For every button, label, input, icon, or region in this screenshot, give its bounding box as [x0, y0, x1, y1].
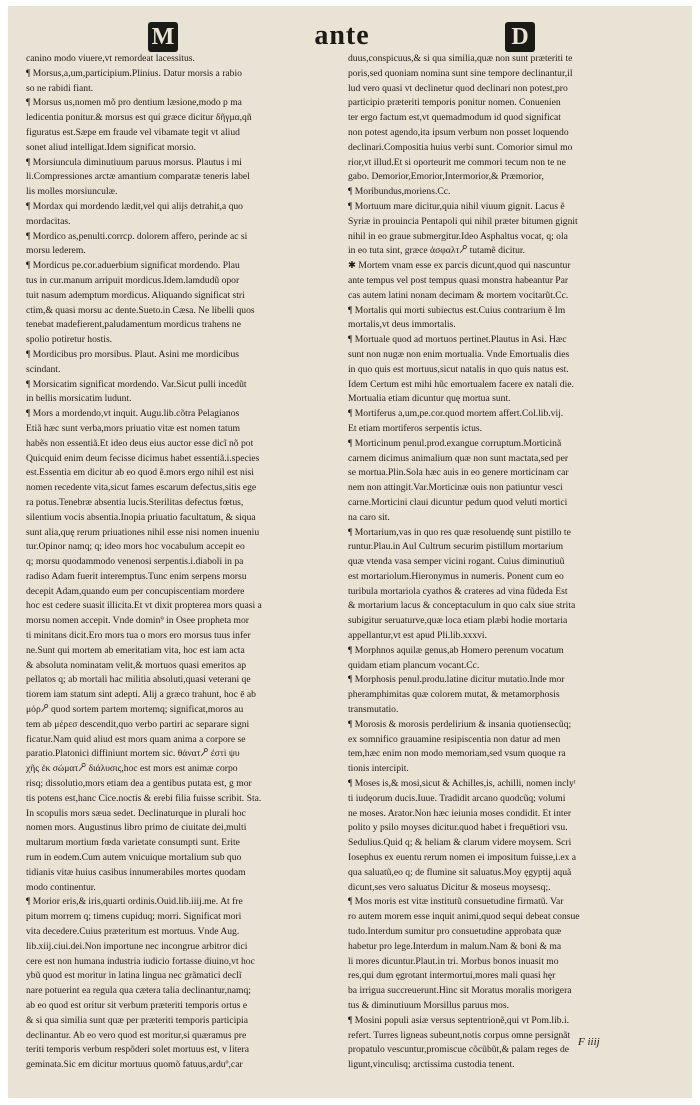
- text-line: se mortua.Plin.Sola hæc auis in eo genere morticinam car: [348, 467, 569, 479]
- text-line: sonet aliud intelligat.Idem significat morsio.: [26, 141, 196, 153]
- text-line: & mortarium lacus & conceptaculum in quo calx siue strita: [348, 600, 576, 612]
- text-line: tur.Opinor namq; q; ideo mors hoc vocabulum accepit eo: [26, 541, 245, 553]
- text-line: nare potuerint ea regula qua cætera talia declinantur,namq;: [26, 985, 251, 997]
- text-line: ¶ Morsus,a,um,participium.Plinius. Datur morsis a rabio: [26, 67, 242, 79]
- text-line: ¶ Mortiferus a,um,pe.cor.quod mortem affert.Col.lib.vij.: [348, 408, 564, 420]
- text-line: ¶ Moribundus,moriens.Cc.: [348, 186, 451, 198]
- text-line: polito y psilo moyses dicitur.quod habet i frequētiori vsu.: [348, 822, 568, 834]
- text-line: Sedulius.Quid q; & heliam & clarum videre moysem. Scri: [348, 837, 572, 849]
- text-line: habẽs non essentiã.Et ideo deus eius auctor esse dicĩ nõ pot: [26, 437, 254, 449]
- text-line: ex somnifico grauamine resipiscentia non datur ad men: [348, 733, 561, 745]
- text-line: ¶ Morior eris,& iris,quarti ordinis.Ouid.lib.iiij.me. At fre: [26, 896, 243, 908]
- text-line: Etiã hæc sunt verba,mors priuatio vitæ est nomen tatum: [26, 422, 240, 434]
- text-line: nomen recedente vita,sicut fames escarum defectus,sitis ege: [26, 482, 257, 494]
- text-line: carnem dicimus animalium quæ non sunt mactata,sed per: [348, 452, 569, 464]
- text-line: duus,conspicuus,& si qua similia,quæ non sunt præteriti te: [348, 53, 573, 64]
- text-line: ne moses. Arator.Non hæc ieiunia moses condidit. Et inter: [348, 807, 572, 819]
- text-line: turibula mortariola cyathos & crateres ad vina fũdeda Est: [348, 585, 568, 597]
- book-page: [8, 6, 692, 1098]
- text-line: ¶ Mordicus pe.cor.aduerbium significat mordendo. Plau: [26, 260, 240, 272]
- text-line: non potest agendo,ita ipsum verbum non posset loquendo: [348, 126, 569, 138]
- text-line: ¶ Mordicibus pro morsibus. Plaut. Asini me mordicibus: [26, 348, 240, 360]
- text-line: carne.Morticini claui dicuntur pedum quod veluti mortici: [348, 496, 568, 508]
- text-line: & absoluta nominatam velit,& mortuos quasi emeritos ap: [26, 659, 247, 671]
- text-line: Mortualia etiam dicuntur quę mortua sunt.: [348, 393, 511, 405]
- text-line: ¶ Mortuum mare dicitur,quia nihil viuum gignit. Lacus ẽ: [348, 200, 565, 212]
- text-line: ¶ Morphosis penul.produ.latine dicitur mutatio.Inde mor: [348, 674, 565, 686]
- text-line: ledicentia ponitur.& morsus est qui græce dicitur δῆγμα,qñ: [26, 112, 252, 124]
- text-line: tionis intercipit.: [348, 763, 409, 775]
- text-line: ¶ Mos moris est vitæ institutũ consuetudine firmatũ. Var: [348, 896, 564, 908]
- text-line: ficatur.Nam quid aliud est mors quam anima a corpore se: [26, 733, 246, 745]
- text-line: mordacitas.: [26, 215, 71, 227]
- text-line: ¶ Mordax qui mordendo lædit,vel qui alijs detrahit,a quo: [26, 200, 243, 212]
- head-word: ante: [314, 20, 370, 51]
- text-line: runtur.Plau.in Aul Cultrum securim pistillum mortarium: [348, 541, 564, 553]
- text-line: Syriæ in prouincia Pentapoli qui nihil præter bitumen gignit: [348, 215, 578, 227]
- text-line: nomen mors. Augustinus libro primo de ciuitate dei,multi: [26, 822, 247, 834]
- text-line: res,qui dum ęgrotant intermortui,mores mali quasi hęr: [348, 970, 556, 982]
- text-line: tidianis vitæ huius casibus innumerabiles mortes quodam: [26, 866, 246, 878]
- text-line: li mores dicuntur.Plaut.in tri. Morbus bonos inuasit mo: [348, 955, 559, 967]
- text-line: gabo. Demorior,Emorior,Intermorior,& Præmorior,: [348, 171, 544, 183]
- text-line: Quicquid enim deum fecisse dicimus habet essentiã.i.species: [26, 452, 260, 464]
- text-line: ¶ Morsicatim significat mordendo. Var.Sicut pulli incedũt: [26, 378, 247, 390]
- text-line: morsu nomen accepit. Vnde domin⁹ in Osee propheta mor: [26, 615, 249, 627]
- text-line: rior,vt illud.Et si oporteurit me commori tecum non te ne: [348, 156, 566, 168]
- text-line: ¶ Morticinum penul.prod.exangue corruptum.Morticinã: [348, 437, 562, 449]
- text-line: cas autem latini nonam decimam & mortem vocitarũt.Cc.: [348, 289, 569, 301]
- text-line: sunt alia,quę rerum priuationes nihil esse nisi nomen inueniu: [26, 526, 260, 538]
- text-line: propatulo vescuntur,promiscue cõcũbũt,& palam reges de: [348, 1044, 570, 1056]
- text-line: ¶ Mortarium,vas in quo res quæ resoluendę sunt pistillo te: [348, 526, 571, 538]
- text-line: ro autem morem esse inquit animi,quod sequi debeat consue: [348, 911, 580, 923]
- text-line: lis molles morsiunculæ.: [26, 186, 118, 198]
- text-line: canino modo viuere,vt remordeat lacessitus.: [26, 53, 195, 64]
- text-line: appellantur,vt est apud Pli.lib.xxxvi.: [348, 630, 487, 642]
- text-line: pitum morrem q; timens cupiduq; morri. Significat mori: [26, 911, 242, 923]
- text-line: participio præteriti temporis ponitur nomen. Conuenien: [348, 97, 561, 109]
- text-line: modo continentur.: [26, 881, 96, 893]
- initial-letter-left: M: [148, 22, 178, 52]
- text-line: tenebat madefierent,paludamentum mordicus trahens ne: [26, 319, 241, 331]
- text-line: spolio potiretur hostis.: [26, 334, 113, 346]
- text-line: refert. Turres ligneas subeunt,notis corpus omne persignãt: [348, 1029, 571, 1041]
- text-line: tem,hæc enim non modo memoriam,sed vsum quoque ra: [348, 748, 566, 760]
- text-line: tuit nasum ademptum mordicus. Aliquando significat stri: [26, 289, 245, 301]
- text-line: q; morsu quodammodo venenosi serpentis.i.diaboli in pa: [26, 556, 244, 568]
- text-line: tus & diminutiuum Morsillus paruus mos.: [348, 1000, 509, 1011]
- text-line: multarum mortium fœda varietate consumpti sunt. Erite: [26, 837, 240, 849]
- left-column: [26, 52, 322, 1073]
- text-line: mortalis,vt deus immortalis.: [348, 319, 456, 331]
- text-line: Et etiam mortiferos serpentis ictus.: [348, 422, 483, 434]
- text-line: in eo tuta sint, græce ἀσφαλτ🝯 tutamẽ dicitur.: [348, 245, 525, 257]
- text-line: so ne rabidi fiant.: [26, 82, 94, 94]
- text-line: in bellis morsicatim ludunt.: [26, 393, 132, 405]
- text-line: decepit Adam,quando eum per concupiscentiam mordere: [26, 585, 245, 597]
- text-line: χῆς ἐκ σώματ🝯 διάλυσις,hoc est mors est animæ corpo: [26, 763, 238, 775]
- text-line: quidam etiam plancum vocant.Cc.: [348, 659, 480, 671]
- text-line: ¶ Mordico as,penulti.corrcp. dolorem affero, perinde ac si: [26, 230, 248, 242]
- text-line: tem ab μέρεσ descendit,quo verbo partiri ac separare signi: [26, 718, 250, 730]
- text-line: μόρ🝯 quod sortem partem mortemq; significat,moros au: [26, 704, 244, 716]
- text-line: ✱ Mortem vnam esse ex parcis dicunt,quod qui nascuntur: [348, 260, 571, 272]
- text-line: rum in eodem.Cum autem vnicuique mortalium sub quo: [26, 852, 242, 864]
- text-line: ligunt,vinculisq; arctissima custodia tenent.: [348, 1059, 515, 1071]
- text-line: tiorem iam statum sint adepti. Alij a græco trahunt, hoc ē ab: [26, 689, 256, 701]
- text-line: vita decedere.Cuius præteritum est mortuus. Vnde Aug.: [26, 926, 240, 938]
- text-line: & si qua similia sunt quæ per præteriti temporis participia: [26, 1014, 248, 1026]
- text-line: ter ergo factum est,vt quemadmodum id quod significat: [348, 112, 561, 124]
- text-line: geminata.Sic em dicitur mortuus quomõ fatuus,arduº,car: [26, 1059, 243, 1071]
- text-line: pheramphimitas quæ colorem mutat, & metamorphosis: [348, 689, 560, 701]
- text-line: ctim,& quasi morsu ac dente.Sueto.in Cæsa. Ne libelli quos: [26, 304, 255, 316]
- text-line: habetur pro lege.Interdum in malum.Nam & boni & ma: [348, 940, 562, 952]
- text-line: sunt non nugæ non enim mortualia. Vnde Emortualis dies: [348, 348, 570, 360]
- text-line: tis potens est,hanc Cice.noctis & erebi filia fuisse scribit. Sta.: [26, 792, 262, 804]
- text-line: ¶ Mors a mordendo,vt inquit. Augu.lib.cõtra Pelagianos: [26, 408, 240, 420]
- text-line: ti minitans dicit.Ero mors tua o mors ero morsus tuus infer: [26, 630, 251, 642]
- text-line: quæ vtenda vasa semper vicini rogant. Cuius diminutiuũ: [348, 556, 565, 568]
- text-line: Idem Certum est mihi hũc emortualem facere ex natali die.: [348, 378, 574, 390]
- text-line: ne.Sunt qui mortem ab emeritatiam vita, hoc est iam acta: [26, 644, 245, 656]
- text-line: nem non attingit.Var.Morticinæ ouis non patiuntur vesci: [348, 482, 563, 494]
- text-line: qua saluatũ,eo q; de flumine sit saluatus.Moy ęgyptij aquã: [348, 866, 572, 878]
- text-line: nihil in eo graue submergitur.Ideo Asphaltus vocat, q; ola: [348, 230, 568, 242]
- text-line: lib.xiij.ciui.dei.Non importune nec incongrue arbitror dici: [26, 940, 248, 952]
- text-line: ¶ Mosini populi asiæ versus septentrionẽ,qui vt Pom.lib.i.: [348, 1014, 570, 1026]
- signature-mark: F iiij: [578, 1036, 600, 1048]
- text-line: radiso Adam fuerit interemptus.Tunc enim serpens morsu: [26, 570, 247, 582]
- text-line: paratio.Platonici diffiniunt mortem sic. θάνατ🝯 ἐστὶ ψυ: [26, 748, 240, 760]
- text-line: est mortariolum.Hieronymus in numeris. Ponent cum eo: [348, 570, 564, 582]
- text-line: ante tempus vel post tempus quasi monstra habeantur Par: [348, 274, 569, 286]
- text-line: teriti temporis verbum respõderi solet mortuus est, v litera: [26, 1044, 250, 1056]
- text-line: ¶ Morphnos aquilæ genus,ab Homero perenum vocatum: [348, 644, 564, 656]
- text-line: ¶ Mortuale quod ad mortuos pertinet.Plautus in Asi. Hæc: [348, 334, 567, 346]
- text-line: risq; dissolutio,mors etiam dea a gentibus putata est, g mor: [26, 778, 252, 790]
- text-line: transmutatio.: [348, 704, 399, 716]
- text-line: Iosephus ex euentu rerum nomen ei impositum fuisse,i.ex a: [348, 852, 577, 864]
- text-line: ra potus.Tenebræ absentia lucis.Sterilitas defectus fœtus,: [26, 496, 244, 508]
- text-line: ¶ Morosis & morosis perdelirium & insania quotiensecũq;: [348, 718, 572, 730]
- text-line: ¶ Mortalis qui morti subiectus est.Cuius contrarium ẽ Im: [348, 304, 566, 316]
- right-column: [348, 52, 648, 1073]
- text-line: tus in cur.manum arripuit mordicus.Idem.lamdudũ opor: [26, 274, 240, 286]
- text-line: li.Compressiones arctæ amantium comparatæ teneris label: [26, 171, 250, 183]
- text-line: na caro sit.: [348, 511, 390, 523]
- text-line: pellatos q; ab mortali hac militia absoluti,quasi veterani qe: [26, 674, 251, 686]
- text-line: dicunt,ses vero saluatus Dicitur & moseus moysesq;.: [348, 881, 551, 893]
- text-line: ¶ Morsus us,nomen mõ pro dentium læsione,modo p ma: [26, 97, 242, 109]
- text-line: morsu lederem.: [26, 245, 86, 257]
- text-line: declinantur. Ab eo vero quod est moritur,si quæramus pre: [26, 1029, 247, 1041]
- text-line: lud vero quasi vt declinetur quod declinari non potest,pro: [348, 82, 568, 94]
- text-line: ba irrigua succreuerunt.Hinc sit Moratus moralis morigera: [348, 985, 572, 997]
- text-line: scindant.: [26, 363, 61, 375]
- text-line: poris,sed quoniam nomina sunt sine tempore declinantur,il: [348, 67, 573, 79]
- text-line: cere est non humana industria iudicio fortasse diuino,vt hoc: [26, 955, 255, 967]
- text-line: ¶ Moses is,& mosi,sicut & Achilles,is, achilli, nomen inclyᵗ: [348, 778, 576, 790]
- text-line: est.Essentia em dicitur ab eo quod ẽ.mors ergo nihil est nisi: [26, 467, 254, 479]
- text-line: hoc est cedere suasit illicita.Et vt dixit propterea mors quasi a: [26, 600, 262, 612]
- text-line: In scopulis mors sæua sedet. Declinaturque in plurali hoc: [26, 807, 246, 819]
- text-line: ¶ Morsiuncula diminutiuum paruus morsus. Plautus i mi: [26, 156, 242, 168]
- text-line: silentium vocis absentia.Inopia priuatio facultatum, & siqua: [26, 511, 256, 523]
- text-line: ab eo quod est oritur sit verbum præteriti temporis ortus e: [26, 1000, 248, 1011]
- text-line: declinari.Compositia huius verbi sunt. Comorior simul mo: [348, 141, 573, 153]
- text-line: in quo quis est mortuus,sicut natalis in quo quis natus est.: [348, 363, 569, 375]
- text-line: ybũ quod est moritur in latina lingua nec grãmatici declĩ: [26, 970, 242, 982]
- text-line: subigitur seruaturve,quæ loca etiam plæbi hodie mortaria: [348, 615, 568, 627]
- text-line: figuratus est.Sæpe em fraude vel vibamate tegit vt aliud: [26, 126, 240, 138]
- text-line: ti iudęorum ducis.Iuue. Tradidit arcano quodcũq; volumi: [348, 792, 566, 804]
- initial-letter-right: D: [505, 22, 535, 52]
- text-line: tudo.Interdum sumitur pro consuetudine approbata quæ: [348, 926, 562, 938]
